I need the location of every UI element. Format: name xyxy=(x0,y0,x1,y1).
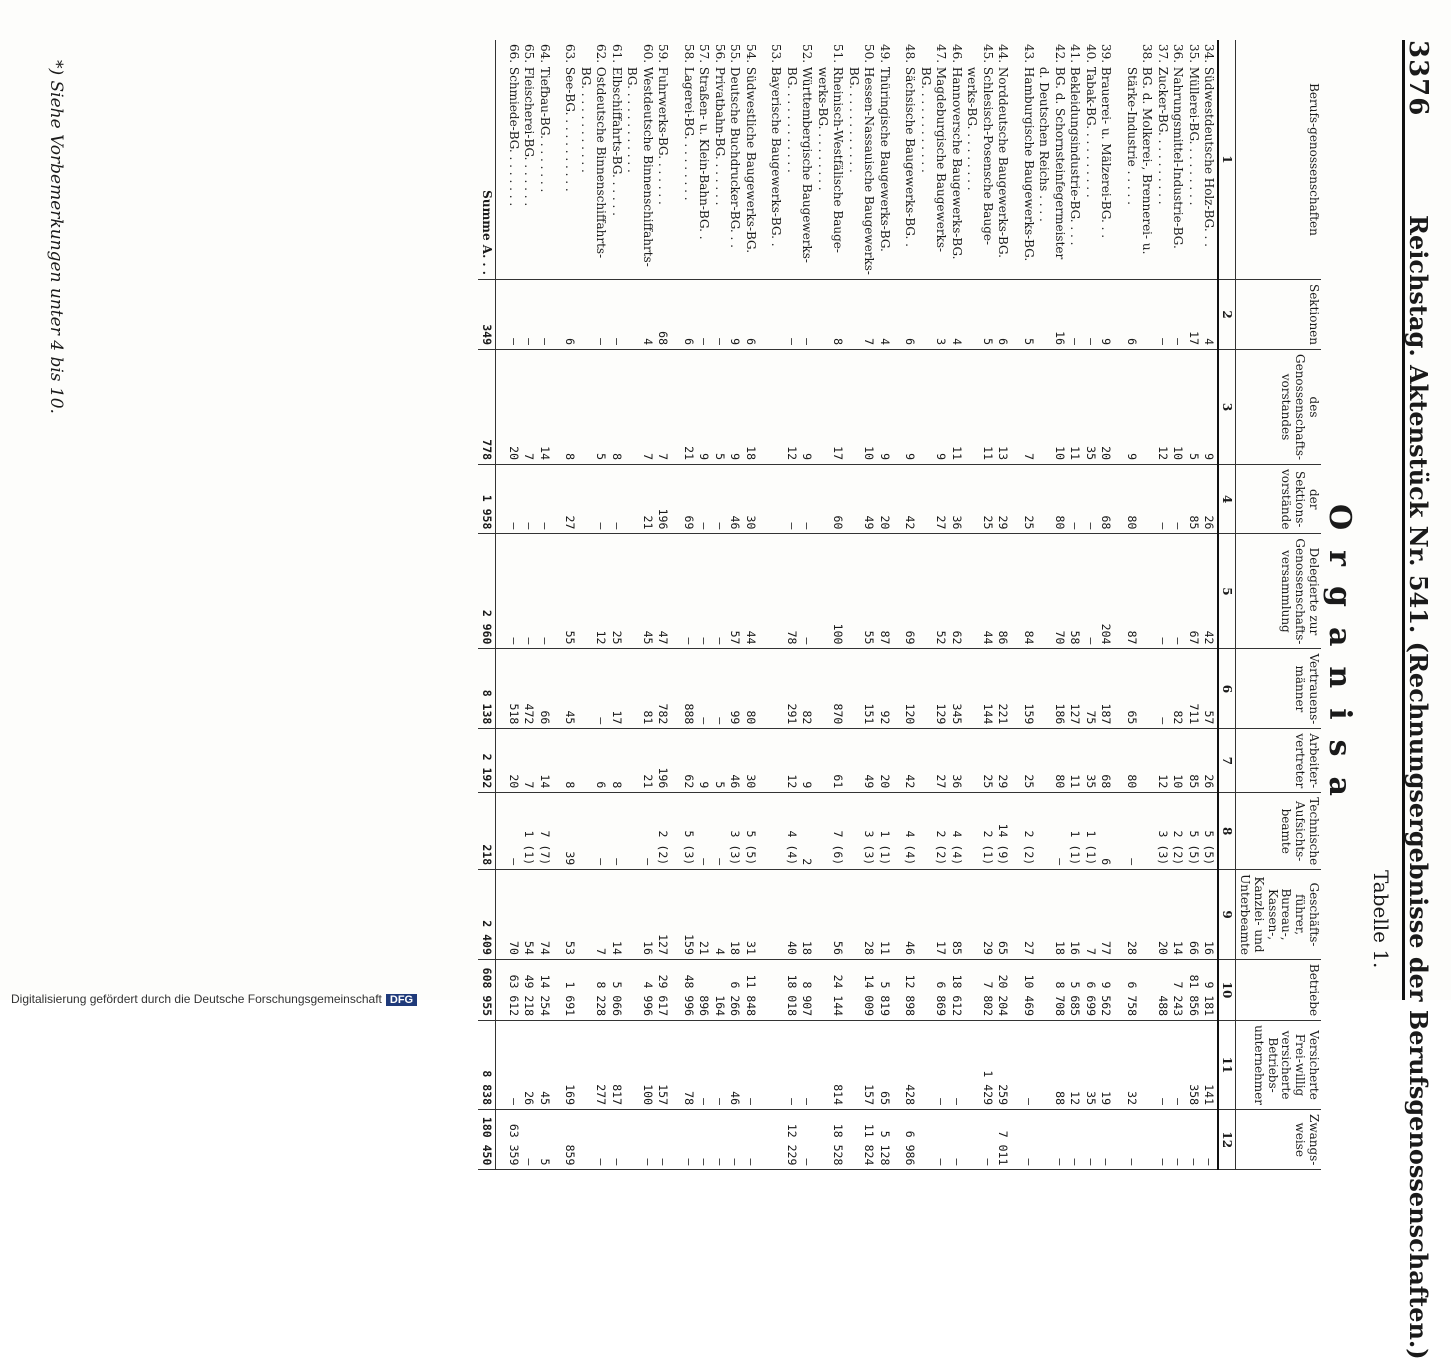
cell-delegierte: 47 45 25 12 55 xyxy=(561,534,672,649)
col-number: 12 xyxy=(1218,1110,1236,1170)
page-number: 3376 xyxy=(1403,40,1433,117)
cell-freiwillig: 141 358 — — 32 xyxy=(1122,1021,1218,1110)
sum-betriebe: 608 955 xyxy=(478,959,496,1020)
col-number: 4 xyxy=(1218,465,1236,534)
sum-delegierte: 2 960 xyxy=(478,534,496,649)
row-names: 64. Tiefbau-BG. . . . . . . . 65. Fleischerei-BG. . . . . . . 66. Schmiede-BG. . . . . . . . xyxy=(504,40,553,279)
sum-label: Summe A. . . xyxy=(478,40,496,279)
col-number: 5 xyxy=(1218,534,1236,649)
cell-zwangsweise: 7 011 — — — 6 986 xyxy=(901,1110,1012,1170)
header-versicherte: Versicherte xyxy=(1307,1030,1321,1100)
col-number: 10 xyxy=(1218,959,1236,1020)
cell-vertrauensmaenner: 221 144 345 129 120 xyxy=(901,649,1012,729)
cell-geschaeftsfuehrer: 127 16 14 7 53 xyxy=(561,870,672,960)
cell-sektionen: 68 4 — — 6 xyxy=(561,279,672,349)
cell-sektionen: 6 9 — — 6 xyxy=(679,279,759,349)
cell-genossenschaftsvorstand: 7 7 8 5 8 xyxy=(561,350,672,465)
header-sektionsvorstaende: der Sektions-vorstände xyxy=(1236,465,1321,534)
cell-sektionen: 6 5 4 3 6 xyxy=(901,279,1012,349)
cell-sektionsvorstaende: 68 — — 80 25 xyxy=(1019,465,1114,534)
row-names: 49. Thüringische Baugewerks-BG. 50. Hessen-Nassauische Baugewerks- BG. . . . . . . . . . . . 51. Rheinisch-Westfälische Bauge- werks-BG. . . . . . . . . 52. Württembergische Baugewerks- BG. . . . . . . . . . . . 53. Bayerische Baugewerks-BG. . xyxy=(767,40,893,279)
cell-delegierte: 204 — 58 70 84 xyxy=(1019,534,1114,649)
row-gap xyxy=(553,40,561,1170)
cell-freiwillig: 65 157 814 — — xyxy=(767,1021,893,1110)
cell-zwangsweise: — — — — — xyxy=(1122,1110,1218,1170)
cell-sektionsvorstaende: 30 46 — — 69 xyxy=(679,465,759,534)
cell-genossenschaftsvorstand: 9 5 10 12 9 xyxy=(1122,350,1218,465)
cell-geschaeftsfuehrer: 77 7 16 18 27 xyxy=(1019,870,1114,960)
cell-vertrauensmaenner: 782 81 17 — 45 xyxy=(561,649,672,729)
cell-sektionsvorstaende: 196 21 — — 27 xyxy=(561,465,672,534)
cell-zwangsweise: 5 128 11 824 18 528 — 12 229 xyxy=(767,1110,893,1170)
sum-arbeitervertreter: 2 192 xyxy=(478,729,496,793)
header-arbeitervertreter: Arbeiter-vertreter xyxy=(1236,729,1321,793)
header-sektionen: Sektionen xyxy=(1236,279,1321,349)
cell-vertrauensmaenner: 92 151 870 82 291 xyxy=(767,649,893,729)
cell-vertrauensmaenner: 187 75 127 186 159 xyxy=(1019,649,1114,729)
col-number: 8 xyxy=(1218,793,1236,870)
col-number: 1 xyxy=(1218,40,1236,279)
cell-geschaeftsfuehrer: 74 54 70 xyxy=(504,870,553,960)
sum-genossenschaftsvorstand: 778 xyxy=(478,350,496,465)
footnote: *) Siehe Vorbemerkungen unter 4 bis 10. xyxy=(46,60,66,414)
cell-sektionsvorstaende: 29 25 36 27 42 xyxy=(901,465,1012,534)
section-title: Organisa xyxy=(1322,504,1357,816)
cell-sektionen: 4 17 — — 6 xyxy=(1122,279,1218,349)
cell-technische: 1 (1) 3 (3) 7 (6) 2 4 (4) xyxy=(767,793,893,870)
header-delegierte: Delegierte zur Genossenschafts-versammlung xyxy=(1236,534,1321,649)
sum-geschaeftsfuehrer: 2 409 xyxy=(478,870,496,960)
cell-freiwillig: 19 35 12 88 — xyxy=(1019,1021,1114,1110)
header-berufsgenossenschaften: Berufs-genossenschaften xyxy=(1236,40,1321,279)
cell-zwangsweise: — — — — — xyxy=(1019,1110,1114,1170)
row-gap xyxy=(496,40,505,1170)
row-gap xyxy=(1011,40,1019,1170)
row-gap xyxy=(671,40,679,1170)
cell-genossenschaftsvorstand: 20 35 11 10 7 xyxy=(1019,350,1114,465)
cell-genossenschaftsvorstand: 9 10 17 9 12 xyxy=(767,350,893,465)
cell-geschaeftsfuehrer: 31 18 4 21 159 xyxy=(679,870,759,960)
table-row-group-59-63 xyxy=(561,40,672,1170)
cell-sektionsvorstaende: 26 85 — — 80 xyxy=(1122,465,1218,534)
table-row-group-44-48 xyxy=(901,40,1012,1170)
sum-zwangsweise: 180 450 xyxy=(478,1110,496,1170)
row-gap xyxy=(1114,40,1122,1170)
header-versicherte-unternehmer: versicherte Betriebs-unternehmer xyxy=(1251,1025,1294,1106)
row-gap xyxy=(759,40,767,1170)
cell-genossenschaftsvorstand: 13 11 11 9 9 xyxy=(901,350,1012,465)
cell-betriebe: 5 819 14 009 24 144 8 907 18 018 xyxy=(767,959,893,1020)
cell-technische: 5 (5) 3 (3) — — 5 (3) xyxy=(679,793,759,870)
table-header-row xyxy=(1236,40,1321,1170)
cell-betriebe: 9 181 81 856 7 243 488 6 758 xyxy=(1122,959,1218,1020)
sum-sektionsvorstaende: 1 958 xyxy=(478,465,496,534)
cell-zwangsweise: — — — — 859 xyxy=(561,1110,672,1170)
header-rule xyxy=(1402,40,1405,1000)
cell-sektionen: — — — xyxy=(504,279,553,349)
sum-row xyxy=(478,40,496,1170)
header-freiwillig xyxy=(1236,1021,1321,1110)
cell-sektionsvorstaende: — — — xyxy=(504,465,553,534)
column-number-row xyxy=(1218,40,1236,1170)
cell-arbeitervertreter: 20 49 61 9 12 xyxy=(767,729,893,793)
col-number: 11 xyxy=(1218,1021,1236,1110)
header-technische-aufsichtsbeamte: Technische Aufsichts-beamte xyxy=(1236,793,1321,870)
col-number: 6 xyxy=(1218,649,1236,729)
cell-freiwillig: 259 1 429 — — 428 xyxy=(901,1021,1012,1110)
cell-arbeitervertreter: 26 85 10 12 80 xyxy=(1122,729,1218,793)
dfg-logo: DFG xyxy=(386,994,417,1006)
col-number: 3 xyxy=(1218,350,1236,465)
cell-delegierte: 42 67 — — 87 xyxy=(1122,534,1218,649)
cell-delegierte: 87 55 100 — 78 xyxy=(767,534,893,649)
col-number: 2 xyxy=(1218,279,1236,349)
row-names: 44. Norddeutsche Baugewerks-BG. 45. Schlesisch-Posensche Bauge- werks-BG. . . . . . . . . 46. Hannoversche Baugewerks-BG. 47. Magdeburgische Baugewerks- BG. . . . . . . . . . . . 48. Sächsische Baugewerks-BG. . xyxy=(901,40,1012,279)
cell-betriebe: 11 848 6 266 164 896 48 996 xyxy=(679,959,759,1020)
cell-technische: 7 (7) 1 (1) — xyxy=(504,793,553,870)
col-number: 9 xyxy=(1218,870,1236,960)
cell-delegierte: 44 57 — — — xyxy=(679,534,759,649)
table-row-group-34-38 xyxy=(1122,40,1218,1170)
cell-geschaeftsfuehrer: 16 66 14 20 28 xyxy=(1122,870,1218,960)
cell-betriebe: 29 617 4 996 5 066 8 228 1 691 xyxy=(561,959,672,1020)
cell-arbeitervertreter: 14 7 20 xyxy=(504,729,553,793)
sum-technische: 218 xyxy=(478,793,496,870)
cell-zwangsweise: 5 — 63 359 xyxy=(504,1110,553,1170)
header-zwangsweise: Zwangs-weise xyxy=(1236,1110,1321,1170)
table-row-group-49-53 xyxy=(767,40,893,1170)
row-names: 59. Fuhrwerks-BG. . . . . . . 60. Westdeutsche Binnenschiffahrts- BG. . . . . . . . . . . . 61. Elbschiffahrts-BG. . . . . . 62. Ostdeutsche Binnenschiffahrts- BG. . . . . . . . . . . . 63. See-BG. . . . . . . . . . . xyxy=(561,40,672,279)
cell-genossenschaftsvorstand: 14 7 20 xyxy=(504,350,553,465)
cell-arbeitervertreter: 30 46 5 9 62 xyxy=(679,729,759,793)
cell-sektionsvorstaende: 20 49 60 — — xyxy=(767,465,893,534)
header-betriebe: Betriebe xyxy=(1236,959,1321,1020)
table-row-group-64-66 xyxy=(504,40,553,1170)
cell-arbeitervertreter: 196 21 8 6 8 xyxy=(561,729,672,793)
row-names: 39. Brauerei- u. Mälzerei-BG. . . 40. Tabak-BG. . . . . . . . . . 41. Bekleidungsindustrie-BG. . . . 42. BG. d. Schornsteinfegermeister d. Deutschen Reichs . . . . 43. Hamburgische Baugewerks-BG. xyxy=(1019,40,1114,279)
cell-arbeitervertreter: 29 25 36 27 42 xyxy=(901,729,1012,793)
cell-freiwillig: — 46 — — 78 xyxy=(679,1021,759,1110)
cell-vertrauensmaenner: 57 711 82 — 65 xyxy=(1122,649,1218,729)
cell-geschaeftsfuehrer: 11 28 56 18 40 xyxy=(767,870,893,960)
header-vertrauensmaenner: Vertrauens-männer xyxy=(1236,649,1321,729)
sum-freiwillig: 8 838 xyxy=(478,1021,496,1110)
statistics-table xyxy=(478,40,1321,1170)
cell-delegierte: 86 44 62 52 69 xyxy=(901,534,1012,649)
sum-sektionen: 349 xyxy=(478,279,496,349)
header-freiwillig-label: Frei-willig xyxy=(1293,1033,1308,1097)
cell-technische: 5 (5) 5 (5) 2 (2) 3 (3) — xyxy=(1122,793,1218,870)
header-geschaeftsfuehrer: Geschäfts-führer, Bureau-, Kassen-, Kanzlei- und Unterbeamte xyxy=(1236,870,1321,960)
table-row-group-54-58 xyxy=(679,40,759,1170)
table-label: Tabelle 1. xyxy=(1369,870,1393,969)
cell-betriebe: 20 204 7 802 18 612 6 869 12 898 xyxy=(901,959,1012,1020)
col-number: 7 xyxy=(1218,729,1236,793)
cell-technische: 6 1 (1) 1 (1) — 2 (2) xyxy=(1019,793,1114,870)
cell-arbeitervertreter: 68 35 11 80 25 xyxy=(1019,729,1114,793)
cell-delegierte: — — — xyxy=(504,534,553,649)
row-names: 34. Südwestdeutsche Holz-BG. . . 35. Müllerei-BG. . . . . . . . . 36. Nahrungsmittel-Industrie-BG. 37. Zucker-BG. . . . . . . . . . 38. BG. d. Molkerei-, Brennerei- u. Stärke-Industrie . . . . . xyxy=(1122,40,1218,279)
cell-sektionen: 9 — — 16 5 xyxy=(1019,279,1114,349)
running-head: Reichstag. Aktenstück Nr. 541. (Rechnungsergebnisse der Berufsgenossenschaften.) xyxy=(1404,215,1433,1360)
cell-betriebe: 14 254 49 218 63 612 xyxy=(504,959,553,1020)
row-names: 54. Südwestliche Baugewerks-BG. 55. Deutsche Buchdrucker-BG. . . 56. Privatbahn-BG. . . . . . . 57. Straßen- u. Klein-Bahn-BG. . 58. Lagerei-BG. . . . . . . . . xyxy=(679,40,759,279)
header-genossenschaftsvorstand: des Genossenschafts-vorstandes xyxy=(1236,350,1321,465)
row-gap xyxy=(893,40,901,1170)
cell-geschaeftsfuehrer: 65 29 85 17 46 xyxy=(901,870,1012,960)
cell-vertrauensmaenner: 66 472 518 xyxy=(504,649,553,729)
sum-vertrauensmaenner: 8 138 xyxy=(478,649,496,729)
cell-freiwillig: 45 26 — xyxy=(504,1021,553,1110)
cell-betriebe: 9 562 6 699 5 685 8 708 10 469 xyxy=(1019,959,1114,1020)
cell-freiwillig: 157 100 817 277 169 xyxy=(561,1021,672,1110)
cell-technische: 2 (2) — — — 39 xyxy=(561,793,672,870)
digitization-text: Digitalisierung gefördert durch die Deutsche Forschungsgemeinschaft xyxy=(11,992,382,1006)
cell-vertrauensmaenner: 80 99 — — 888 xyxy=(679,649,759,729)
cell-genossenschaftsvorstand: 18 9 5 9 21 xyxy=(679,350,759,465)
cell-technische: 14 (9) 2 (1) 4 (4) 2 (2) 4 (4) xyxy=(901,793,1012,870)
digitization-note xyxy=(11,992,417,1006)
table-row-group-39-43 xyxy=(1019,40,1114,1170)
cell-zwangsweise: — — — — — xyxy=(679,1110,759,1170)
cell-sektionen: 4 7 8 — — xyxy=(767,279,893,349)
